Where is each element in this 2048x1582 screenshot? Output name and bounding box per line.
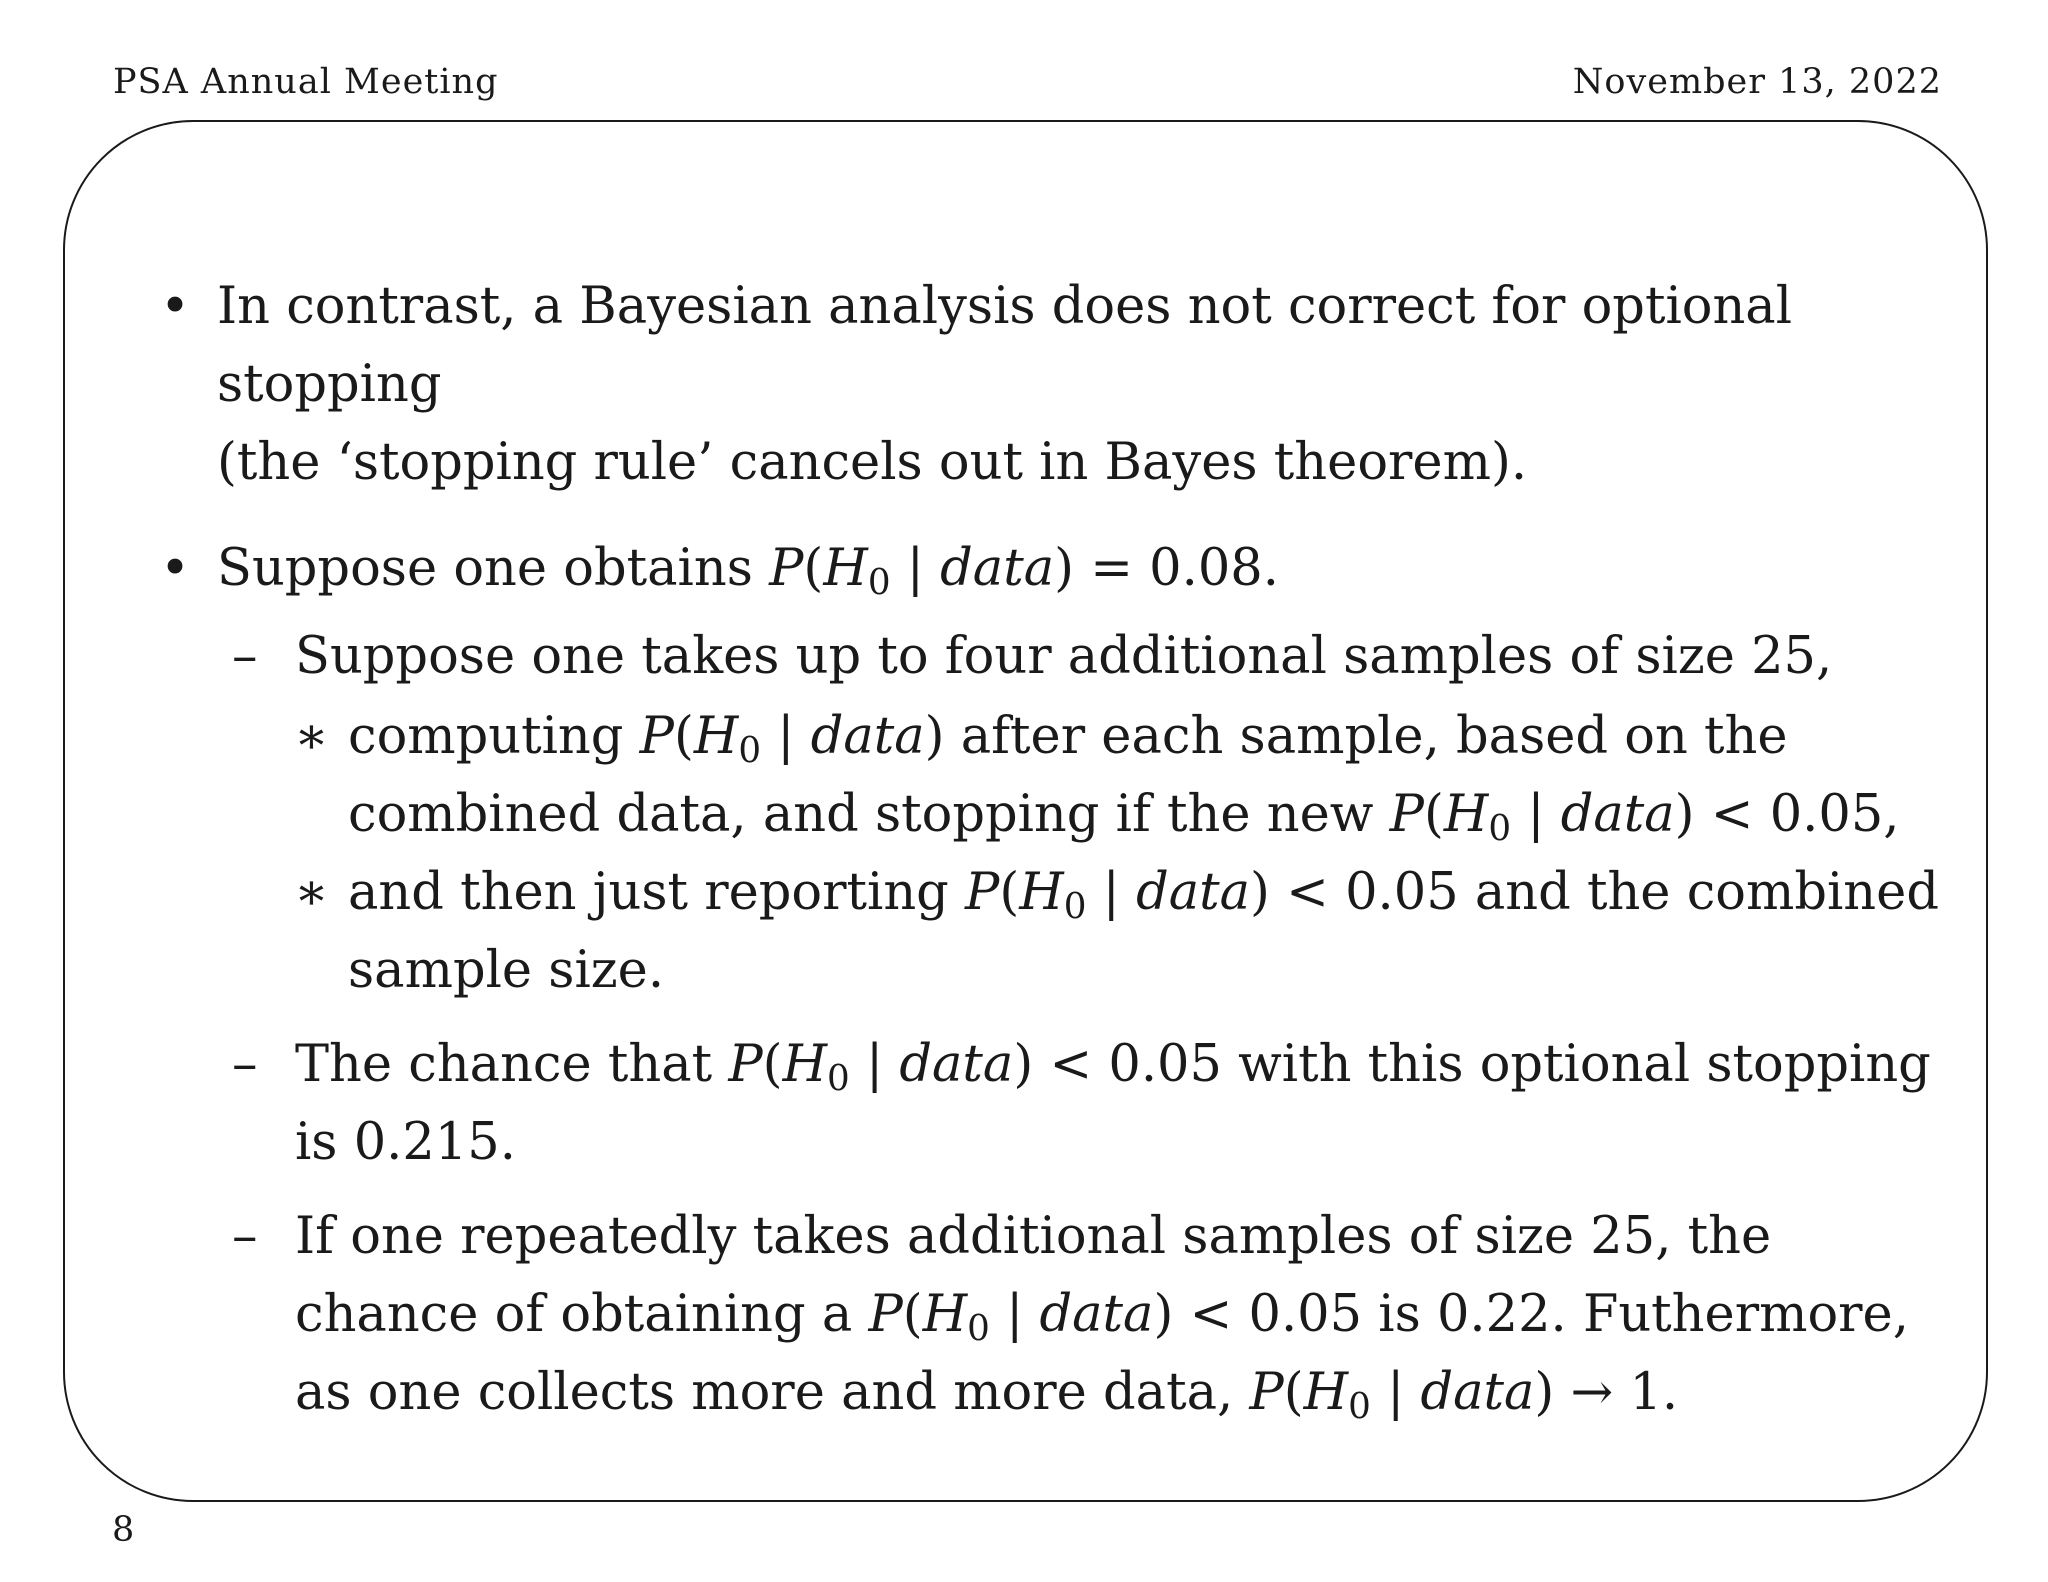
subsub-item-reporting: ∗ and then just reporting $P(H_0$ | data) < 0.05 and the combined sample size. <box>160 854 1940 1010</box>
bullet-marker: • <box>160 277 191 336</box>
header-date: November 13, 2022 <box>1572 62 1942 102</box>
sub-item-additional-samples <box>160 618 1940 696</box>
star-marker: ∗ <box>294 707 329 766</box>
dash-marker: – <box>232 1035 258 1094</box>
sub-item-repeated-samples: – If one repeatedly takes additional samples of size 25, the chance of obtaining a $P(H_0$ | data) < 0.05 is 0.22. Futhermore, as one collects more and more data, $P(H_0$ | data) → 1. <box>160 1198 1940 1432</box>
bullet-marker: • <box>160 539 191 598</box>
bullet-text: (the ‘stopping rule’ cancels out in Bayes theorem). <box>217 433 1528 492</box>
bullet-text: = 0.08. <box>1074 539 1279 598</box>
bullet-suppose-obtains: • Suppose one obtains $P(H_0$ | data) = 0.08. <box>160 530 1940 608</box>
sub-item-chance-optional-stopping: – The chance that $P(H_0$ | data) < 0.05 with this optional stopping is 0.215. <box>160 1026 1940 1182</box>
star-marker: ∗ <box>294 863 329 922</box>
sub-item-text: Suppose one takes up to four additional samples of size 25, <box>295 627 1833 686</box>
slide-content <box>160 268 1940 1448</box>
dash-marker: – <box>232 1207 258 1266</box>
subsub-item-computing: ∗ computing $P(H_0$ | data) after each sample, based on the combined data, and stopping if the new $P(H_0$ | data) < 0.05, <box>160 698 1940 854</box>
prob-P: P <box>769 539 804 598</box>
page-number: 8 <box>112 1510 135 1550</box>
header-conference: PSA Annual Meeting <box>113 62 499 102</box>
dash-marker: – <box>232 627 258 686</box>
bullet-bayesian-contrast <box>160 268 1940 502</box>
bullet-text: Suppose one obtains <box>217 539 770 598</box>
bullet-text: In contrast, a Bayesian analysis does not correct for optional stopping <box>217 277 1793 414</box>
